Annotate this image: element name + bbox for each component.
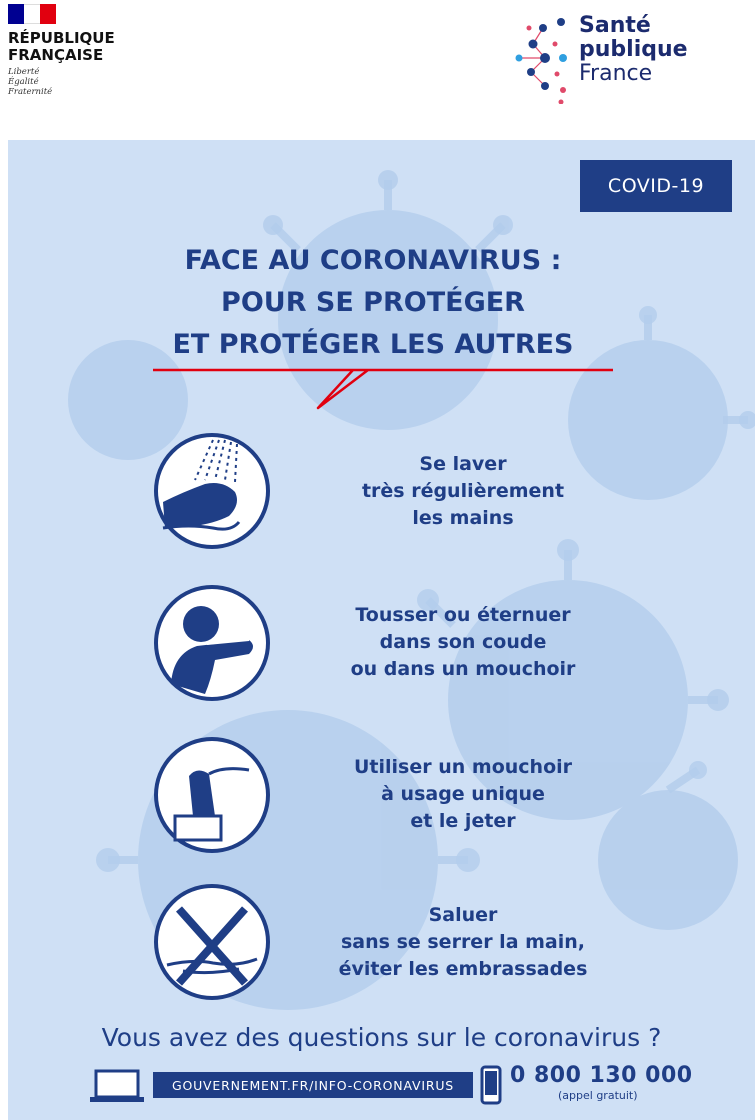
sante-publique-france-logo	[505, 14, 688, 104]
smartphone-icon	[480, 1065, 502, 1105]
republique-name: RÉPUBLIQUE FRANÇAISE	[8, 29, 115, 64]
hotline-number[interactable]: 0 800 130 000	[510, 1063, 693, 1088]
action-wash-hands: Se laver très régulièrement les mains	[361, 453, 565, 529]
page-header	[0, 0, 755, 140]
action-no-handshake: Saluer sans se serrer la main, éviter les embrassades	[338, 904, 588, 980]
no-handshake-icon	[153, 883, 271, 1001]
republique-motto: Liberté Égalité Fraternité	[8, 67, 53, 97]
laptop-icon	[88, 1069, 146, 1103]
action-single-use-tissue: Utiliser un mouchoir à usage unique et le jeter	[354, 756, 572, 832]
speech-underline	[153, 360, 613, 414]
covid-19-badge: COVID-19	[580, 160, 732, 212]
poster	[8, 140, 755, 1120]
questions-prompt: Vous avez des questions sur le coronavirus ?	[101, 1023, 662, 1052]
contact-footer	[88, 1065, 728, 1109]
poster-title: FACE AU CORONAVIRUS : POUR SE PROTÉGER ET PROTÉGER LES AUTRES	[172, 245, 574, 360]
sante-publique-france-name: Santé publique France	[579, 13, 688, 86]
republique-francaise-logo	[8, 4, 115, 97]
hand-washing-icon	[153, 432, 271, 550]
info-coronavirus-link[interactable]: GOUVERNEMENT.FR/INFO-CORONAVIRUS	[153, 1072, 473, 1098]
action-cough-elbow: Tousser ou éternuer dans son coude ou dans un mouchoir	[350, 604, 576, 680]
hotline-note: (appel gratuit)	[558, 1089, 638, 1102]
molecule-dots-icon	[505, 14, 575, 104]
cough-in-elbow-icon	[153, 584, 271, 702]
tissue-box-icon	[153, 736, 271, 854]
french-flag-icon	[8, 4, 56, 24]
